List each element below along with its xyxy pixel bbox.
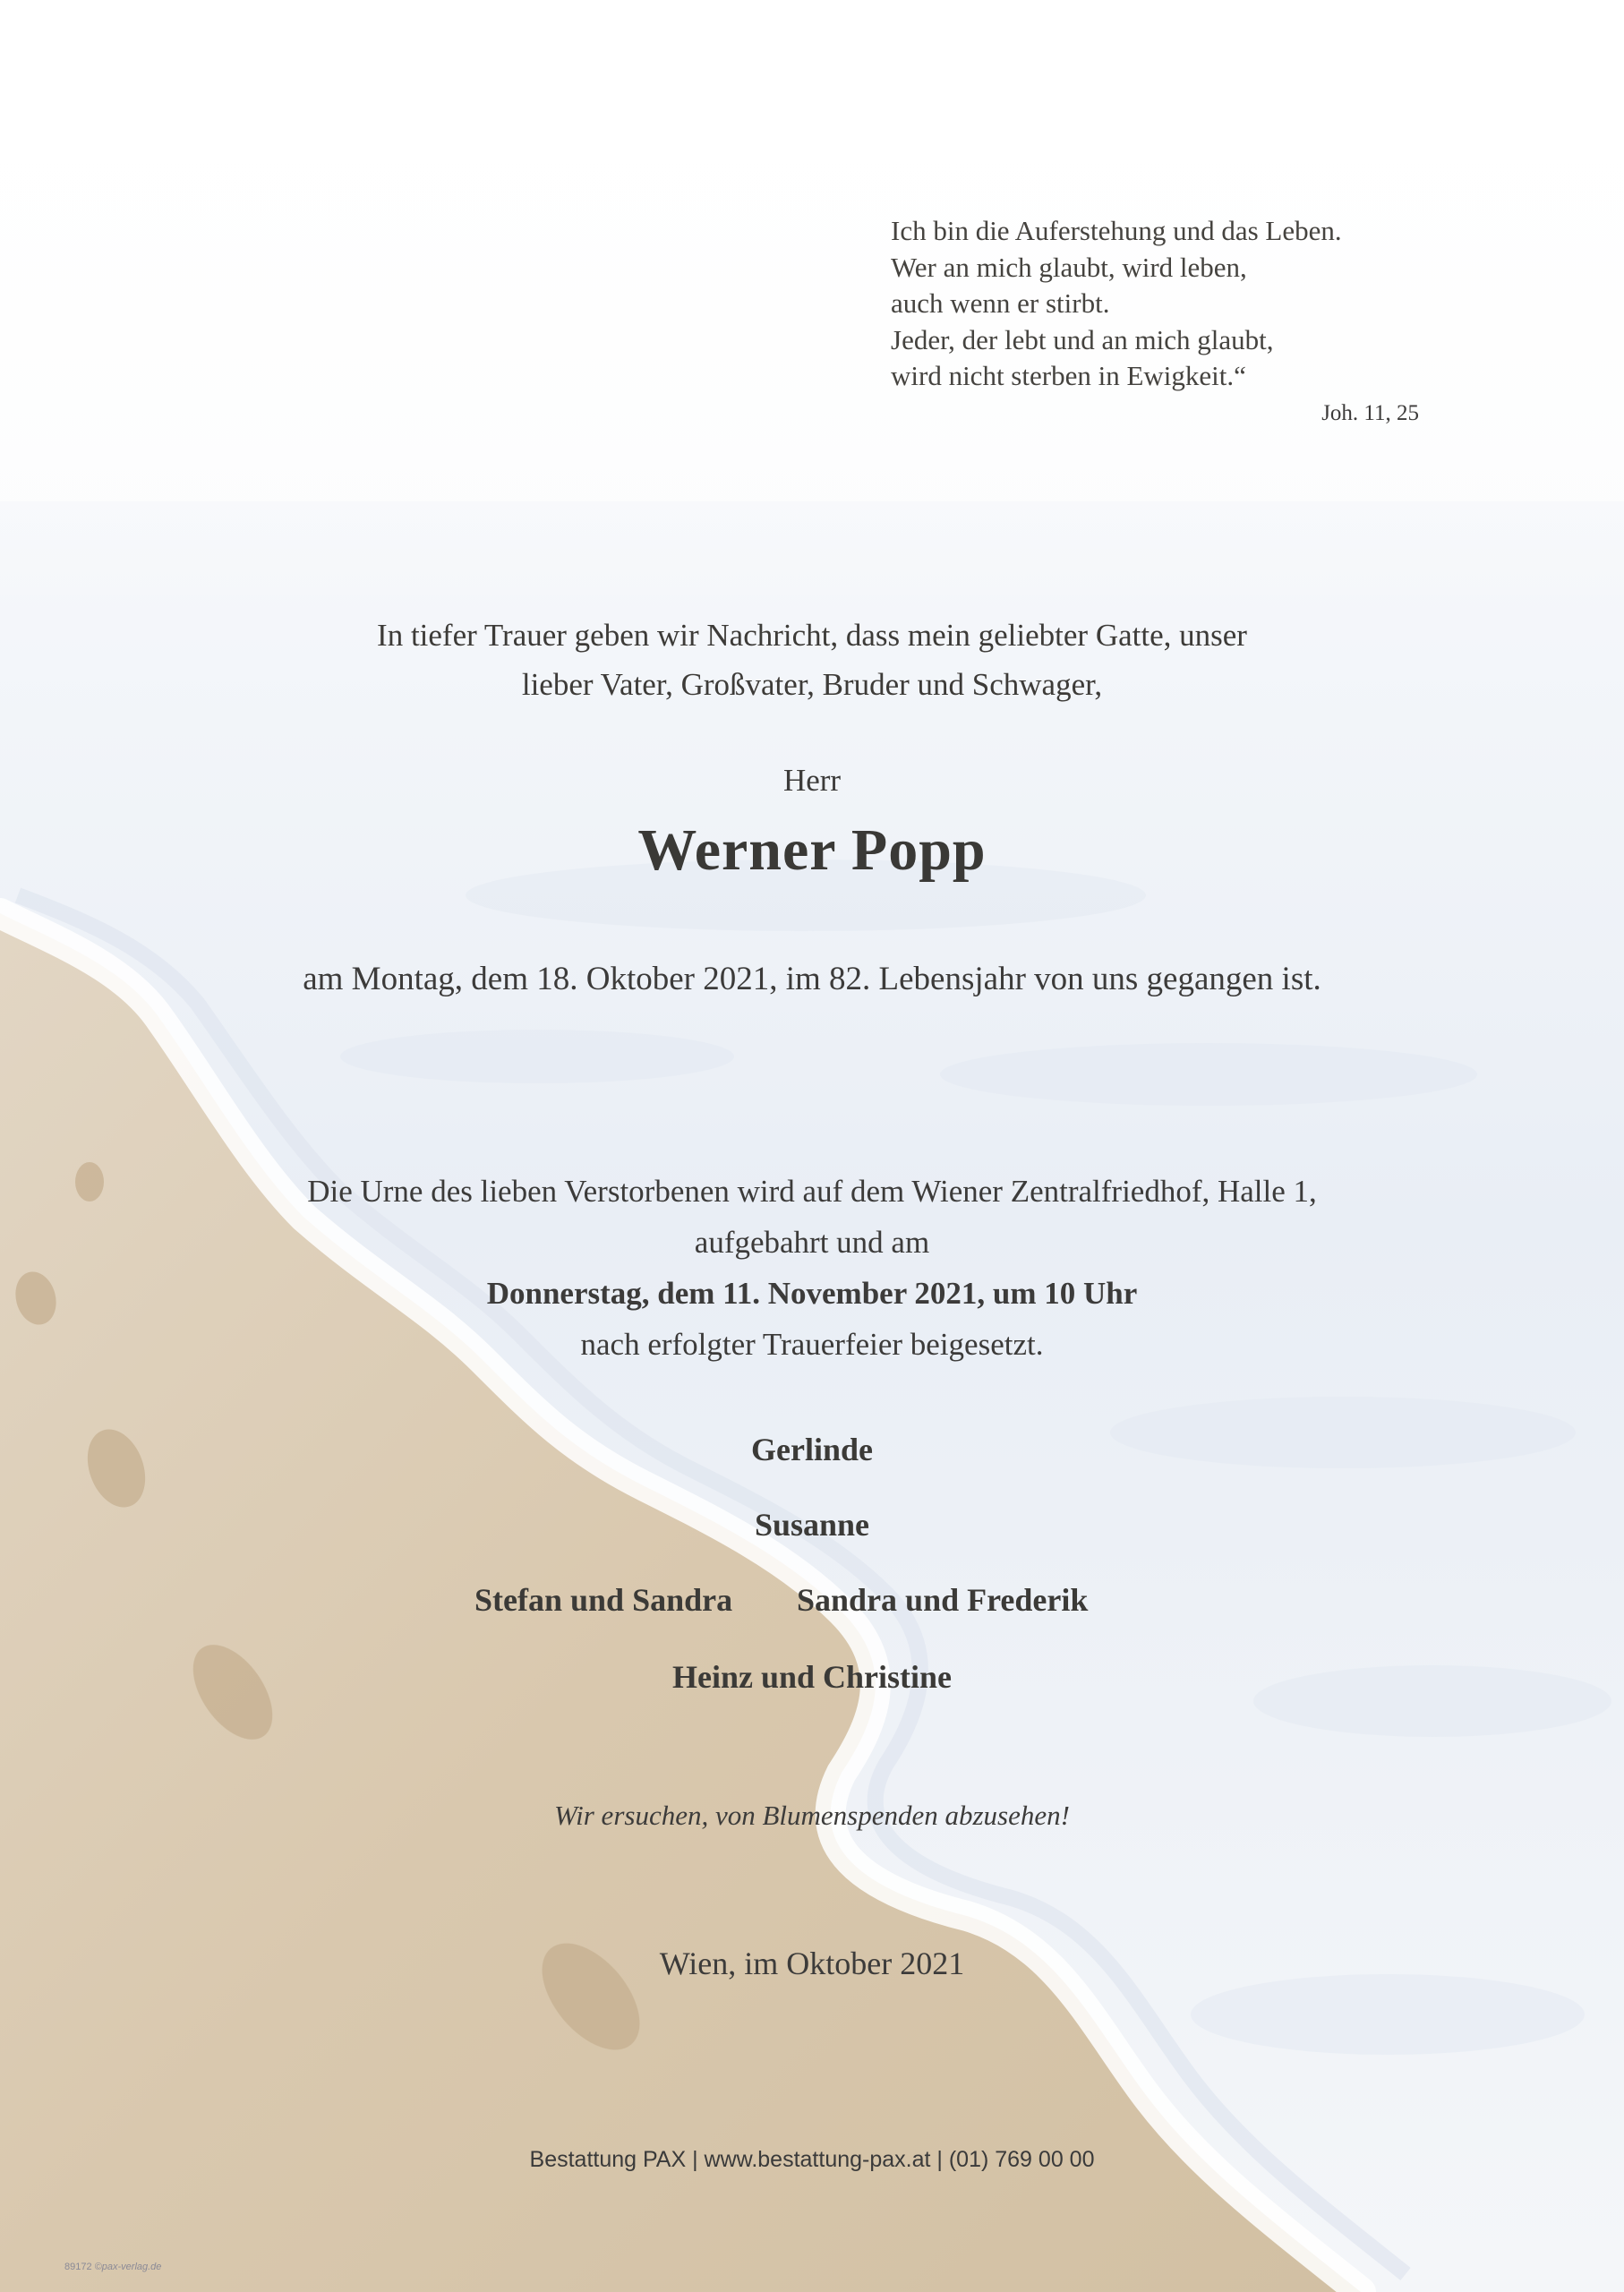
quote-reference: Joh. 11, 25 (1321, 401, 1419, 425)
mourner-name: Stefan und Sandra (474, 1582, 733, 1618)
funeral-line: nach erfolgter Trauerfeier beigesetzt. (580, 1327, 1044, 1362)
deceased-name: Werner Popp (637, 817, 987, 883)
death-date-line: am Montag, dem 18. Oktober 2021, im 82. Lebensjahr von uns gegangen ist. (303, 961, 1321, 997)
funeral-line: aufgebahrt und am (694, 1225, 930, 1260)
quote-line: wird nicht sterben in Ewigkeit.“ (891, 360, 1246, 391)
salutation: Herr (782, 763, 842, 798)
mourner-name: Susanne (754, 1507, 870, 1543)
mourner-name: Gerlinde (751, 1432, 873, 1467)
quote-line: Jeder, der lebt und an mich glaubt, (891, 323, 1274, 355)
place-date: Wien, im Oktober 2021 (659, 1946, 965, 1981)
quote-line: Ich bin die Auferstehung und das Leben. (891, 215, 1342, 246)
quote-line: auch wenn er stirbt. (891, 287, 1110, 319)
funeral-details (0, 1166, 1624, 1370)
announcement-text (0, 611, 1624, 709)
mourner-name: Heinz und Christine (671, 1659, 953, 1695)
quote-line: Wer an mich glaubt, wird leben, (891, 251, 1247, 283)
mourner-name: Sandra und Frederik (797, 1582, 1089, 1618)
template-number: 89172 (64, 2262, 92, 2272)
template-brand: ©pax-verlag.de (94, 2262, 162, 2272)
funeral-home-footer: Bestattung PAX | www.bestattung-pax.at | (01) 769 00 00 (529, 2147, 1095, 2172)
bible-quote (891, 213, 1342, 395)
funeral-line: Die Urne des lieben Verstorbenen wird auf dem Wiener Zentralfriedhof, Halle 1, (307, 1174, 1317, 1209)
announcement-line: lieber Vater, Großvater, Bruder und Schwager, (521, 667, 1103, 702)
funeral-date: Donnerstag, dem 11. November 2021, um 10 Uhr (486, 1276, 1138, 1311)
template-code (64, 2262, 161, 2272)
announcement-line: In tiefer Trauer geben wir Nachricht, dass mein geliebter Gatte, unser (377, 618, 1247, 653)
flower-request: Wir ersuchen, von Blumenspenden abzusehen! (554, 1800, 1070, 1831)
